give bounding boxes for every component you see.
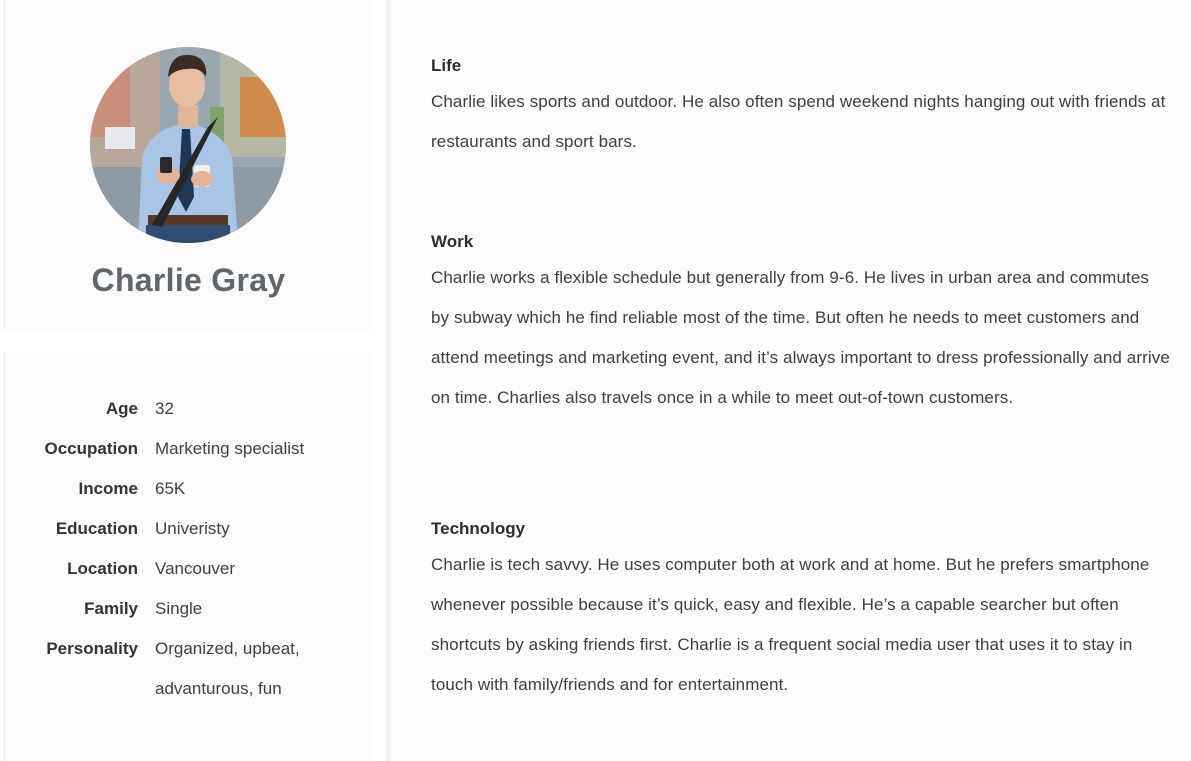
persona-sidebar — [0, 0, 371, 761]
detail-value: 32 — [155, 399, 174, 418]
detail-value: Marketing specialist — [155, 439, 305, 458]
detail-value: Organized, upbeat, — [155, 639, 300, 658]
detail-label: Personality — [46, 639, 138, 658]
profile-card — [4, 0, 371, 330]
section-title: Work — [431, 232, 474, 251]
section-title: Life — [431, 56, 462, 75]
section-body: Charlie likes sports and outdoor. He also often spend weekend nights hanging out with friends at restaurants and sport bars. — [431, 92, 1166, 151]
detail-label: Family — [84, 599, 138, 618]
section-life — [431, 54, 1171, 162]
detail-label: Education — [55, 519, 138, 538]
persona-name: Charlie Gray — [91, 262, 286, 298]
section-technology — [431, 517, 1171, 705]
details-card — [4, 352, 371, 761]
detail-label: Location — [67, 559, 138, 578]
avatar — [90, 47, 286, 243]
section-work — [431, 230, 1171, 418]
avatar-photo — [90, 47, 286, 243]
detail-value: Vancouver — [155, 559, 236, 578]
section-body: Charlie works a flexible schedule but generally from 9-6. He lives in urban area and commutes by subway which he find reliable most of the time. But often he needs to meet customers and attend meetings and marketing event, and it’s always important to dress professionally and arrive on time. Charlies also travels once in a while to meet out-of-town customers. — [431, 268, 1170, 407]
detail-label: Occupation — [44, 439, 138, 458]
section-body: Charlie is tech savvy. He uses computer both at work and at home. But he prefers smartphone whenever possible because it’s quick, easy and flexible. He’s a capable searcher but often shortcuts by asking friends first. Charlie is a frequent social media user that uses it to stay in touch with family/friends and for entertainment. — [431, 555, 1150, 694]
detail-label: Age — [105, 399, 138, 418]
detail-value: Single — [155, 599, 203, 618]
persona-content — [391, 0, 1191, 761]
detail-value: advanturous, fun — [155, 679, 282, 698]
detail-value: 65K — [155, 479, 186, 498]
detail-label: Income — [78, 479, 138, 498]
detail-value: Univeristy — [155, 519, 230, 538]
section-title: Technology — [431, 519, 526, 538]
